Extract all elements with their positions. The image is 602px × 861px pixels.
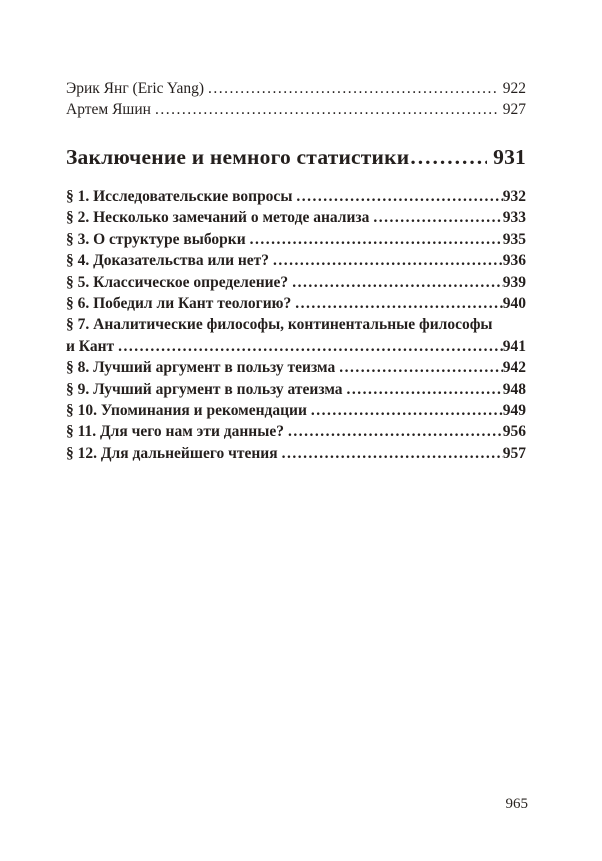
- page-number-folio: 965: [505, 796, 528, 812]
- dot-leader: [151, 99, 498, 120]
- dot-leader: [409, 143, 487, 171]
- toc-entry-page: 922: [502, 80, 526, 97]
- toc-entry: [66, 293, 526, 314]
- toc-entry-page: 927: [502, 101, 526, 118]
- chapter-title: Заключение и немного статистики: [66, 145, 410, 169]
- dot-leader: [284, 421, 503, 442]
- toc-entry-label: Эрик Янг (Eric Yang): [66, 80, 205, 97]
- toc-entry-label: § 4. Доказательства или нет?: [66, 252, 270, 270]
- dot-leader: [307, 400, 503, 421]
- toc-entry-wrapped-second-line: [66, 336, 526, 357]
- toc-entry: [66, 229, 526, 250]
- toc-entry: [66, 357, 526, 378]
- toc-entry-page: 957: [502, 444, 526, 462]
- toc-entry-label: § 8. Лучший аргумент в пользу теизма: [66, 359, 336, 377]
- toc-entry-page: 942: [502, 359, 526, 377]
- toc-entry: [66, 186, 526, 207]
- toc-entry-page: 941: [502, 337, 526, 355]
- dot-leader: [114, 336, 503, 357]
- toc-entry: [66, 400, 526, 421]
- dot-leader: [343, 379, 503, 400]
- toc-entry: [66, 443, 526, 464]
- toc-entry-label: § 10. Упоминания и рекомендации: [66, 402, 307, 420]
- toc-entry-page: 939: [502, 273, 526, 291]
- dot-leader: [291, 293, 503, 314]
- toc-entry-page: 956: [502, 423, 526, 441]
- toc-entry-label: § 11. Для чего нам эти данные?: [66, 423, 284, 441]
- chapter-page: 931: [493, 145, 526, 169]
- toc-entry-page: 940: [502, 295, 526, 313]
- dot-leader: [292, 186, 502, 207]
- toc-entry-label: и Кант: [66, 337, 115, 355]
- toc-entry: [66, 78, 526, 99]
- toc-entry-label: § 5. Классическое определение?: [66, 273, 289, 291]
- dot-leader: [369, 207, 502, 228]
- toc-entry: [66, 272, 526, 293]
- dot-leader: [288, 272, 503, 293]
- table-of-contents: [66, 78, 526, 464]
- toc-entry-label: Артем Яшин: [66, 101, 151, 118]
- toc-entry: [66, 207, 526, 228]
- toc-entry-page: 936: [502, 252, 526, 270]
- toc-entry-page: 935: [502, 230, 526, 248]
- toc-entry-label: § 7. Аналитические философы, континентальные философы: [66, 316, 493, 334]
- toc-entry: [66, 379, 526, 400]
- dot-leader: [204, 78, 498, 99]
- dot-leader: [335, 357, 503, 378]
- chapter-heading: [66, 143, 526, 171]
- dot-leader: [269, 250, 503, 271]
- toc-entry-label: § 1. Исследовательские вопросы: [66, 188, 293, 205]
- toc-entry-label: § 9. Лучший аргумент в пользу атеизма: [66, 380, 343, 398]
- toc-entry-label: § 12. Для дальнейшего чтения: [66, 444, 278, 462]
- dot-leader: [278, 443, 503, 464]
- toc-entry: [66, 99, 526, 120]
- section-list: [66, 186, 526, 464]
- toc-entry: [66, 250, 526, 271]
- toc-entry: [66, 421, 526, 442]
- toc-entry-page: 948: [502, 380, 526, 398]
- toc-entry-page: 932: [502, 188, 526, 205]
- toc-entry-label: § 2. Несколько замечаний о методе анализа: [66, 209, 370, 227]
- dot-leader: [246, 229, 503, 250]
- toc-entry-page: 933: [502, 209, 526, 227]
- toc-entry-label: § 3. О структуре выборки: [66, 230, 246, 248]
- toc-entry-page: 949: [502, 402, 526, 420]
- toc-entry-label: § 6. Победил ли Кант теологию?: [66, 295, 292, 313]
- toc-entry-wrapped-first-line: [66, 314, 526, 335]
